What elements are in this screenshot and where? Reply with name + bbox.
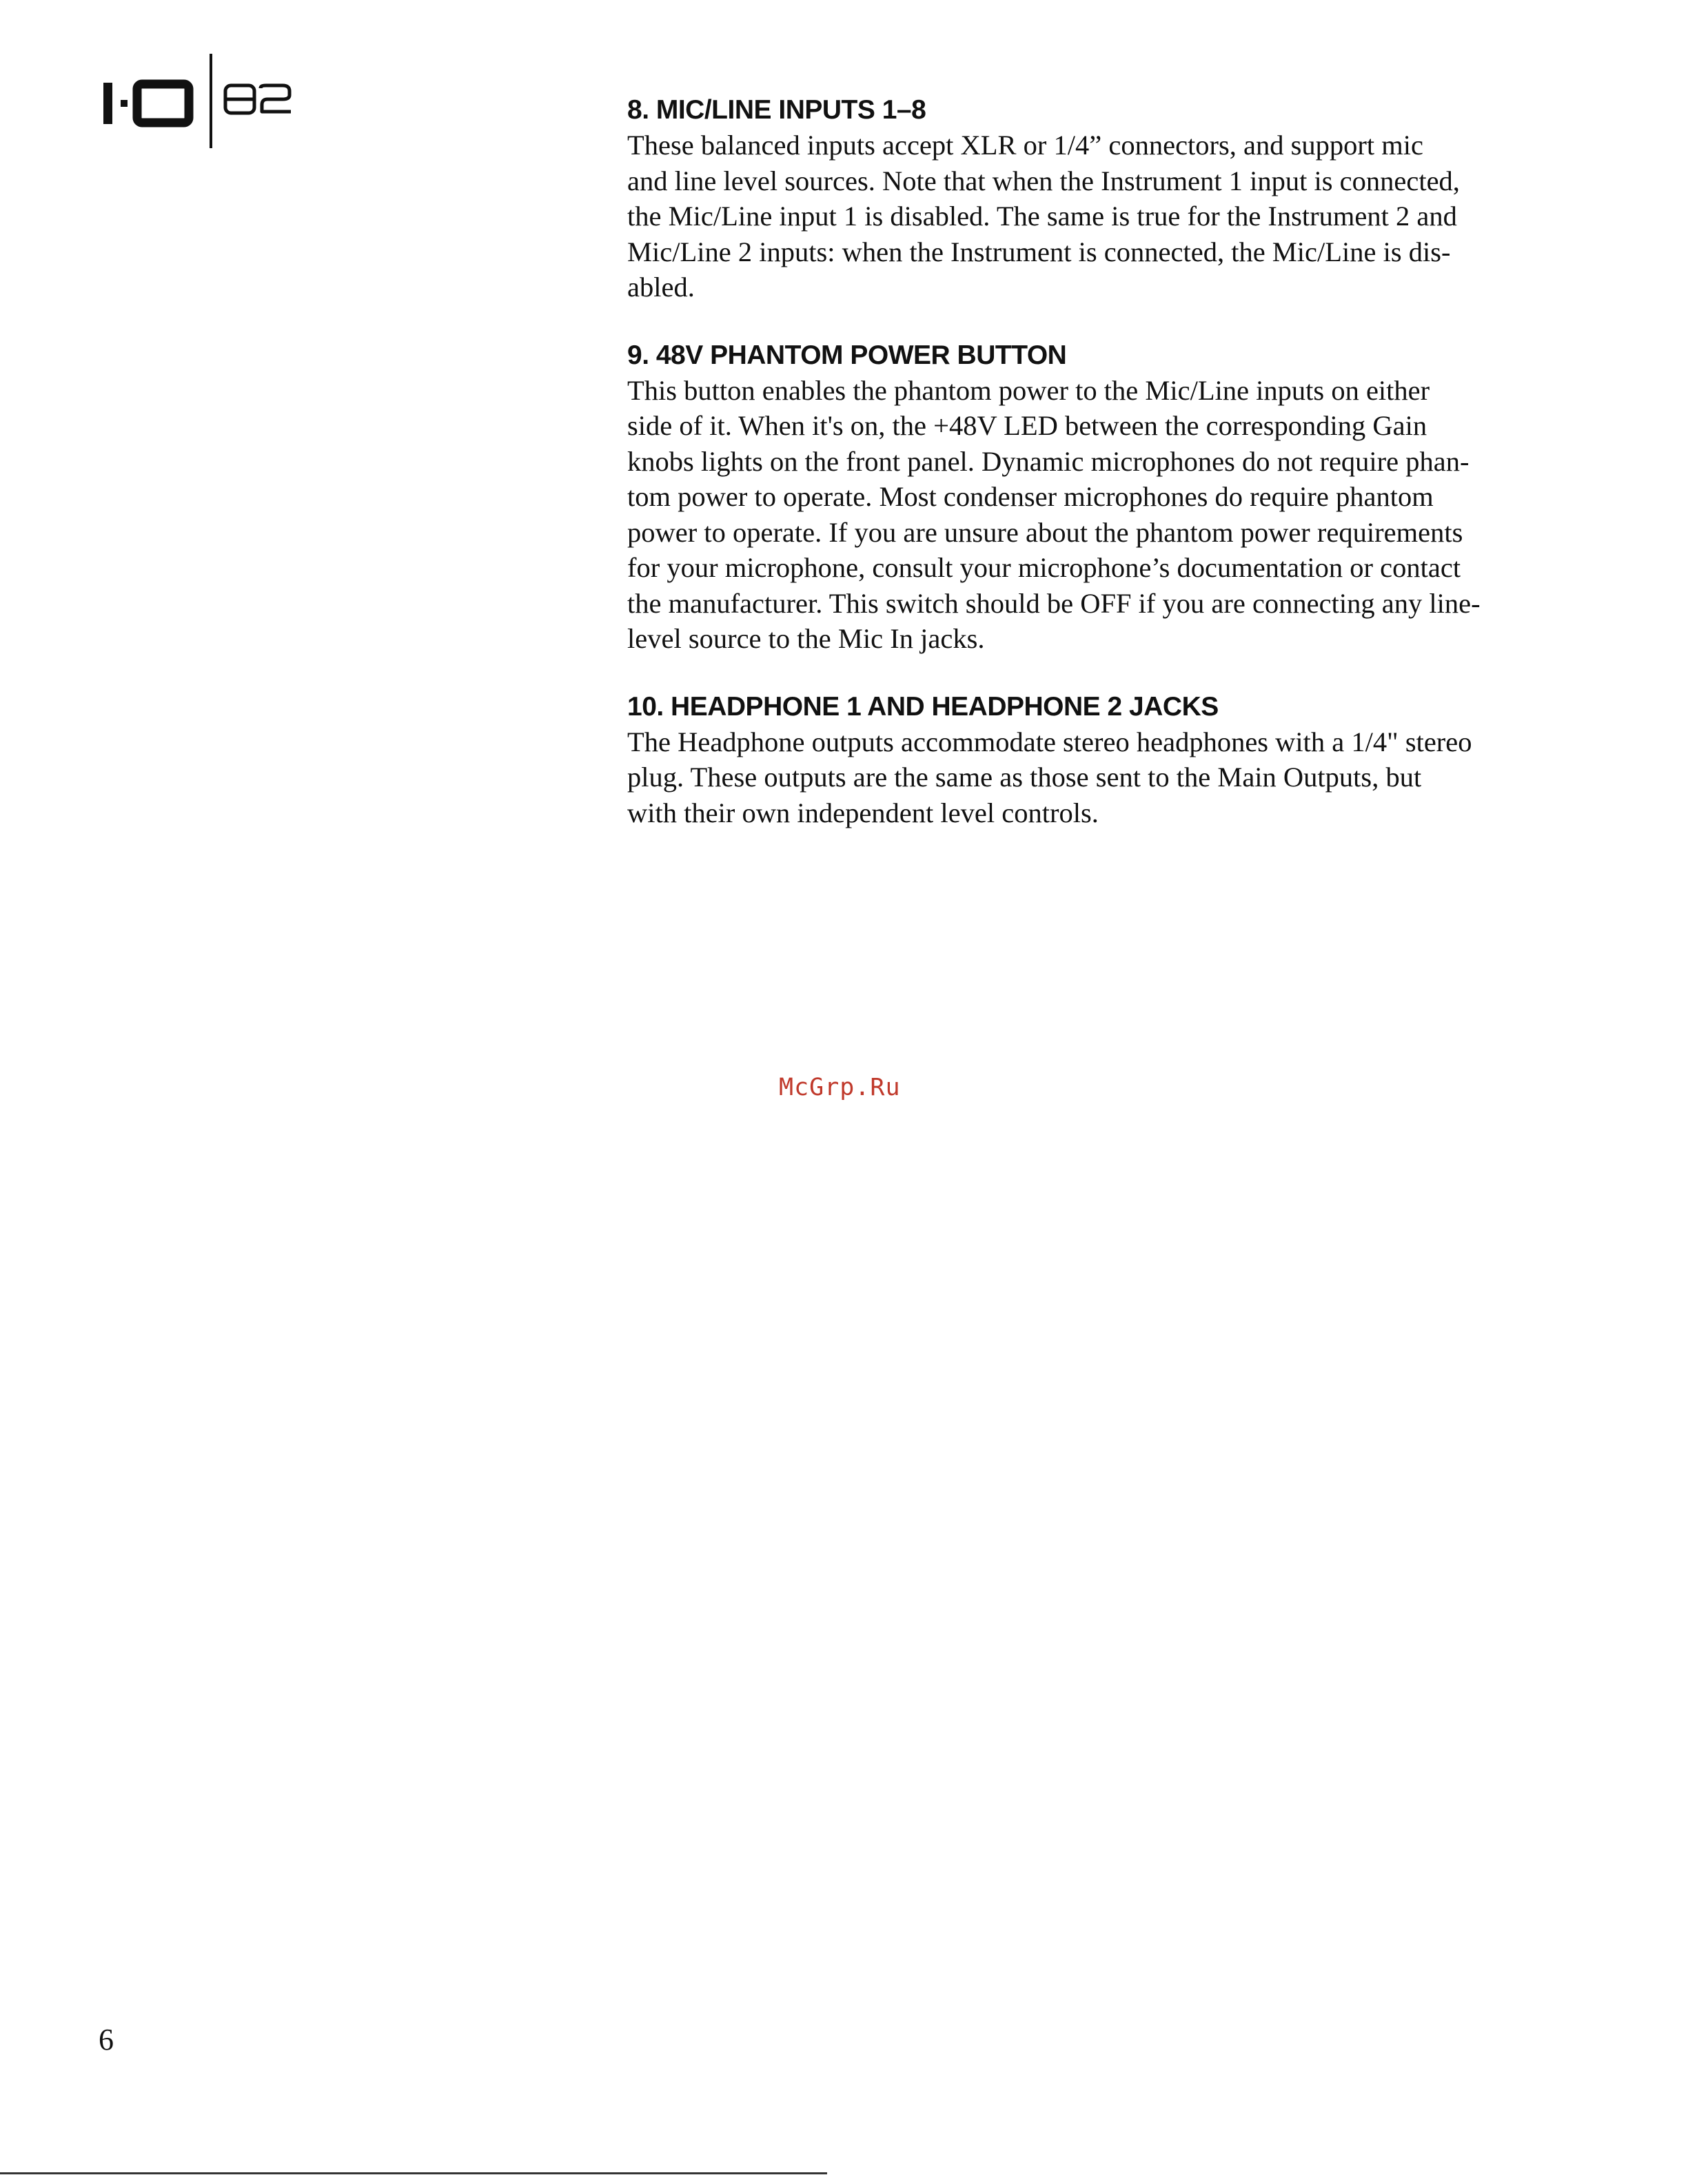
section-mic-line-inputs [627, 93, 1537, 305]
section-headphone-jacks [627, 690, 1537, 831]
text-line: knobs lights on the front panel. Dynamic microphones do not require phan- [627, 445, 1470, 477]
text-line: and line level sources. Note that when the Instrument 1 input is connected, [627, 165, 1460, 196]
text-line: This button enables the phantom power to the Mic/Line inputs on either [627, 374, 1430, 406]
text-line: tom power to operate. Most condenser microphones do require phantom [627, 481, 1434, 512]
text-line: power to operate. If you are unsure about the phantom power requirements [627, 516, 1463, 548]
text-line: the Mic/Line input 1 is disabled. The same is true for the Instrument 2 and [627, 201, 1457, 232]
section-heading: 8. MIC/LINE INPUTS 1–8 [627, 95, 926, 125]
watermark: McGrp.Ru [779, 1074, 901, 1101]
text-line: These balanced inputs accept XLR or 1/4” connectors, and support mic [627, 130, 1424, 161]
page-number: 6 [99, 2023, 114, 2057]
main-content [627, 93, 1537, 864]
product-logo [103, 54, 303, 154]
section-body [627, 127, 1537, 305]
section-body [627, 724, 1537, 831]
section-heading: 10. HEADPHONE 1 AND HEADPHONE 2 JACKS [627, 691, 1219, 722]
section-phantom-power [627, 338, 1537, 657]
text-line: The Headphone outputs accommodate stereo headphones with a 1/4" stereo [627, 726, 1472, 757]
footer-divider [0, 2172, 827, 2174]
text-line: Mic/Line 2 inputs: when the Instrument is connected, the Mic/Line is dis- [627, 236, 1451, 267]
text-line: plug. These outputs are the same as those sent to the Main Outputs, but [627, 762, 1422, 793]
text-line: with their own independent level controls. [627, 797, 1099, 828]
section-heading: 9. 48V PHANTOM POWER BUTTON [627, 340, 1067, 370]
text-line: side of it. When it's on, the +48V LED between the corresponding Gain [627, 410, 1427, 441]
text-line: the manufacturer. This switch should be OFF if you are connecting any line- [627, 587, 1481, 619]
text-line: abled. [627, 272, 695, 303]
text-line: for your microphone, consult your microphone’s documentation or contact [627, 552, 1461, 583]
text-line: level source to the Mic In jacks. [627, 623, 985, 654]
io82-logo-icon [103, 54, 303, 154]
section-body [627, 373, 1537, 657]
